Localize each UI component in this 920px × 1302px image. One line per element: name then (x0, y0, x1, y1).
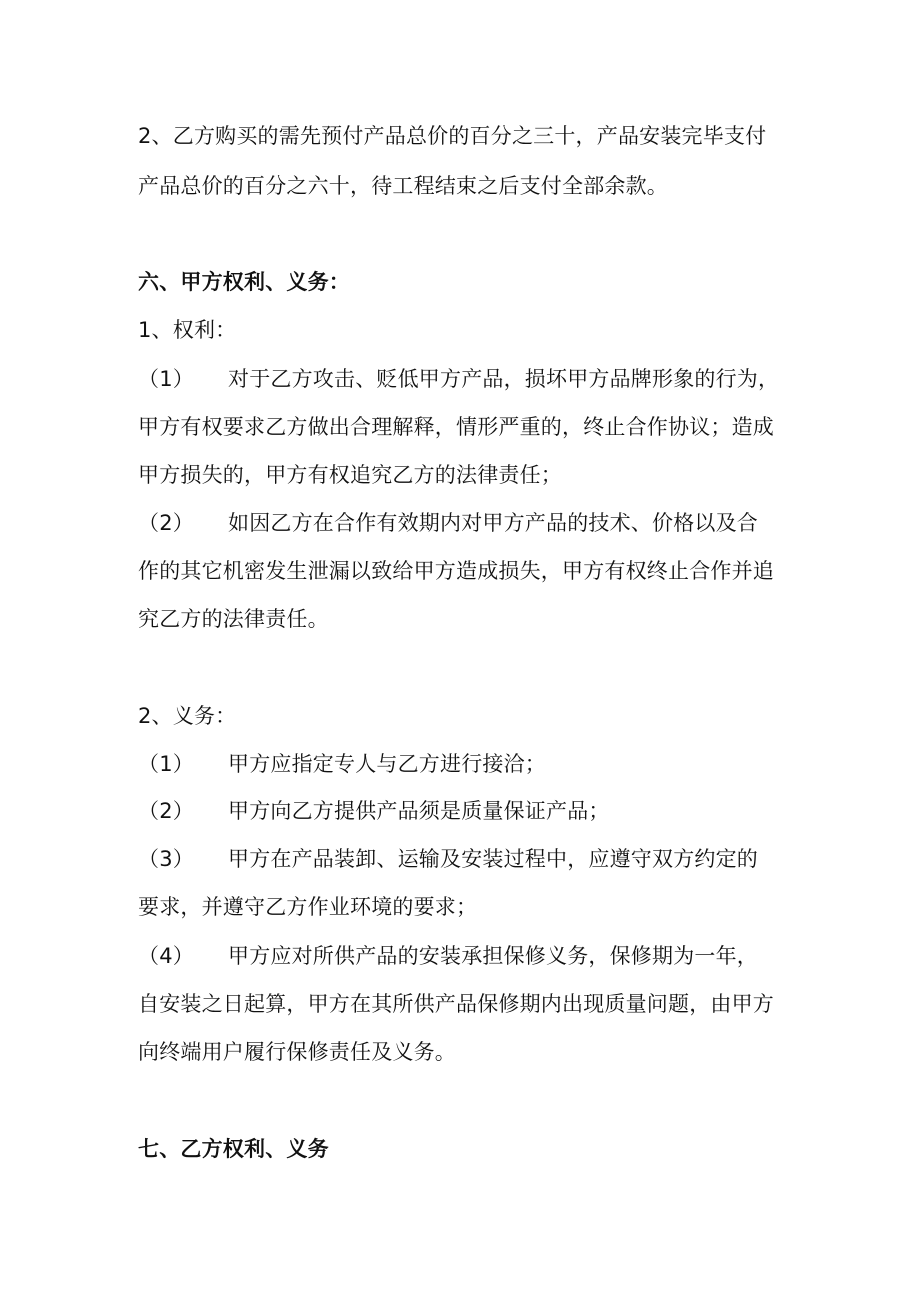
rights-item-2-number: （2） (138, 511, 194, 535)
duties-item-4-number: （4） (138, 944, 194, 968)
duties-item-1-number: （1） (138, 752, 194, 776)
duties-item-4-line-3: 向终端用户履行保修责任及义务。 (138, 1040, 456, 1064)
duties-item-4-text: 甲方应对所供产品的安装承担保修义务，保修期为一年， (228, 944, 758, 968)
rights-item-2-line-2: 作的其它机密发生泄漏以致给甲方造成损失，甲方有权终止合作并追 (138, 559, 774, 583)
rights-item-1-line-2: 甲方有权要求乙方做出合理解释，情形严重的，终止合作协议；造成 (138, 415, 774, 439)
rights-heading: 1、权利： (138, 318, 237, 342)
payment-clause-line-2: 产品总价的百分之六十，待工程结束之后支付全部余款。 (138, 174, 668, 198)
rights-item-2-line-1 (138, 509, 758, 537)
payment-clause-line-1: 2、乙方购买的需先预付产品总价的百分之三十，产品安装完毕支付 (138, 124, 767, 148)
duties-item-4-line-1 (138, 942, 758, 970)
rights-item-1-line-3: 甲方损失的，甲方有权追究乙方的法律责任； (138, 463, 562, 487)
rights-item-2-text: 如因乙方在合作有效期内对甲方产品的技术、价格以及合 (228, 511, 758, 535)
duties-item-3-text: 甲方在产品装卸、运输及安装过程中，应遵守双方约定的 (228, 847, 758, 871)
rights-item-1-line-1 (138, 365, 779, 393)
rights-item-1-number: （1） (138, 367, 194, 391)
duties-item-2-number: （2） (138, 799, 194, 823)
duties-item-3-number: （3） (138, 847, 194, 871)
duties-item-3-line-2: 要求，并遵守乙方作业环境的要求； (138, 895, 478, 919)
duties-item-1-line-1 (138, 750, 546, 778)
duties-item-2-line-1 (138, 797, 610, 825)
rights-item-1-text: 对于乙方攻击、贬低甲方产品，损坏甲方品牌形象的行为， (228, 367, 780, 391)
section-7-heading: 七、乙方权利、义务 (138, 1137, 329, 1161)
duties-heading: 2、义务： (138, 704, 237, 728)
duties-item-4-line-2: 自安装之日起算，甲方在其所供产品保修期内出现质量问题，由甲方 (138, 992, 774, 1016)
rights-item-2-line-3: 究乙方的法律责任。 (138, 607, 329, 631)
duties-item-3-line-1 (138, 845, 758, 873)
section-6-heading: 六、甲方权利、义务： (138, 270, 350, 294)
duties-item-2-text: 甲方向乙方提供产品须是质量保证产品； (228, 799, 610, 823)
duties-item-1-text: 甲方应指定专人与乙方进行接洽； (228, 752, 546, 776)
